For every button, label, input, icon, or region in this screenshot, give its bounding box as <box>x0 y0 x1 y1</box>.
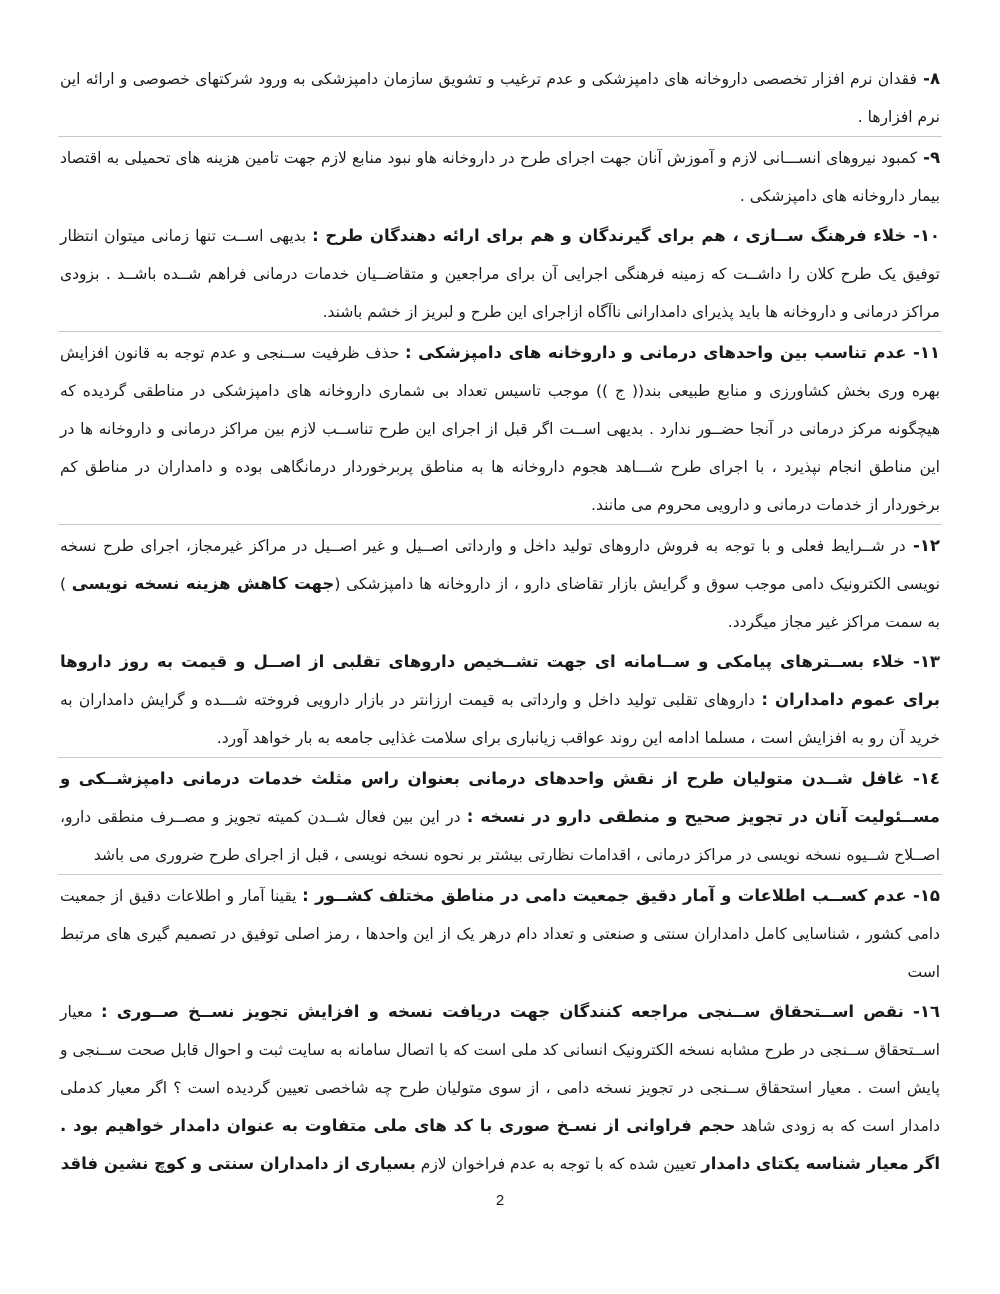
text-run: فقدان نرم افزار تخصصی داروخانه های دامپزشکی و عدم ترغیب و تشویق سازمان دامپزشکی به ورود شرکتهای خصوصی و ارائه این نرم افزارها . <box>60 70 940 126</box>
bold-text-run: جهت کاهش هزینه نسخه نویسی <box>71 574 335 593</box>
text-run: در این بین فعال شــدن کمیته تجویز و مصــرف منطقی دارو، اصــلاح شــیوه نسخه نویسی در مراکز درمانی ، اقدامات نظارتی بیشتر بر نحوه نسخه نویسی ، قبل از اجرای طرح ضروری می باشد <box>60 808 940 864</box>
list-item-8 <box>58 58 942 136</box>
bold-text-run: ۱۳- خلاء بســترهای پیامکی و ســامانه ای جهت تشــخیص داروهای تقلبی از اصــل و قیمت به روز داروها برای عموم دامداران : <box>60 652 940 709</box>
bold-text-run: حجم فراوانی از نسـخ صوری با کد های ملی متفاوت به عنوان دامدار خواهیم بود . اگر معیار شناسه یکتای دامدار <box>60 1116 940 1173</box>
bold-text-run: ۱٤- غافل شــدن متولیان طرح از نقش واحدهای درمانی بعنوان راس مثلث خدمات درمانی دامپزشــکی و مســئولیت آنان در تجویز صحیح و منطقی دارو در نسخه : <box>60 769 940 826</box>
text-run: یقینا آمار و اطلاعات دقیق از جمعیت دامی کشور ، شناسایی کامل دامداران سنتی و صنعتی و تعداد دام درهر یک از این واحدها ، رمز اصلی توفیق در تصمیم گیری های مرتبط است <box>60 887 940 981</box>
bold-text-run: ۱۲- <box>905 536 940 555</box>
list-item-11 <box>58 331 942 524</box>
list-item-15 <box>58 874 942 991</box>
bold-text-run: ۹- <box>917 148 941 167</box>
text-run: ) به سمت مراکز غیر مجاز میگردد. <box>60 575 940 631</box>
bold-text-run: ۱۵- عدم کســب اطلاعات و آمار دقیق جمعیت دامی در مناطق مختلف کشــور : <box>302 886 940 905</box>
list-item-14 <box>58 757 942 874</box>
list-item-16 <box>58 991 942 1183</box>
bold-text-run: ۱۱- عدم تناسب بین واحدهای درمانی و داروخانه های دامپزشکی : <box>405 343 940 362</box>
list-item-9 <box>58 136 942 215</box>
bold-text-run: ۱٦- نقص اســتحقاق ســنجی مراجعه کنندگان جهت دریافت نسخه و افزایش تجویز نســخ صــوری : <box>101 1002 941 1021</box>
text-run: کمبود نیروهای انســـانی لازم و آموزش آنان جهت اجرای طرح در داروخانه هاو نبود منابع لازم جهت تامین هزینه های تحمیلی به اقتصاد بیمار داروخانه های دامپزشکی . <box>60 149 940 205</box>
list-item-12 <box>58 524 942 641</box>
text-run: داروهای تقلبی تولید داخل و وارداتی به قیمت ارزانتر در بازار دارویی فروخته شـــده و گرایش دامداران به خرید آن رو به افزایش است ، مسلما ادامه این روند عواقب زیانباری برای سلامت غذایی جامعه به بار خواهد آورد. <box>60 691 940 747</box>
text-run: حذف ظرفیت ســنجی و عدم توجه به قانون افزایش بهره وری بخش کشاورزی و منابع طبیعی بند(( ج )) موجب تاسیس تعداد بی شماری داروخانه های دامپزشکی در مناطقی گردیده که هیچگونه مرکز درمانی در آنجا حضــور ندارد . بدیهی اســت اگر قبل از اجرای این طرح تناســب لازم بین مراکز درمانی و داروخانه ها در این مناطق انجام نپذیرد ، با اجرای طرح شـــاهد هجوم داروخانه ها به مناطق پربرخوردار درمانگاهی بوده و دامداران در مناطق کم برخوردار از خدمات درمانی و دارویی محروم می مانند. <box>60 344 940 514</box>
bold-text-run: ۸- <box>916 69 941 88</box>
bold-text-run: ۱۰- خلاء فرهنگ ســازی ، هم برای گیرندگان و هم برای ارائه دهندگان طرح : <box>312 226 940 245</box>
list-item-13 <box>58 641 942 757</box>
page-number: 2 <box>495 1192 505 1209</box>
document-body <box>58 58 942 1183</box>
list-item-10 <box>58 215 942 331</box>
text-run: تعیین شده که با توجه به عدم فراخوان لازم <box>415 1155 702 1173</box>
bold-text-run: بسیاری از دامداران سنتی و کوچ نشین فاقد <box>60 1154 416 1173</box>
text-run: در شــرایط فعلی و با توجه به فروش داروهای تولید داخل و وارداتی اصــیل و غیر اصــیل در مراکز غیرمجاز، اجرای طرح نسخه نویسی الکترونیک دامی موجب سوق و گرایش بازار تقاضای دارو ، از داروخانه ها دامپزشکی ( <box>60 537 940 593</box>
text-run: بدیهی اســت تنها زمانی میتوان انتظار توفیق یک طرح کلان را داشــت که زمینه فرهنگی اجرایی آن برای مراجعین و متقاضــیان خدمات درمانی فراهم شــده باشــد . بزودی مراکز درمانی و داروخانه ها باید پذیرای دامدارانی ناآگاه ازاجرای این طرح و لبریز از خشم باشند. <box>60 227 940 321</box>
text-run: معیار اســتحقاق ســنجی در طرح مشابه نسخه الکترونیک انسانی کد ملی است که با اتصال سامانه به سایت ثبت و احوال قابل صحت ســنجی و پایش است . معیار استحقاق ســنجی در تجویز نسخه دامی ، از سوی متولیان طرح چه شاخصی تعیین گردیده است ؟ اگر معیار کدملی دامدار است که به زودی شاهد <box>60 1003 941 1135</box>
